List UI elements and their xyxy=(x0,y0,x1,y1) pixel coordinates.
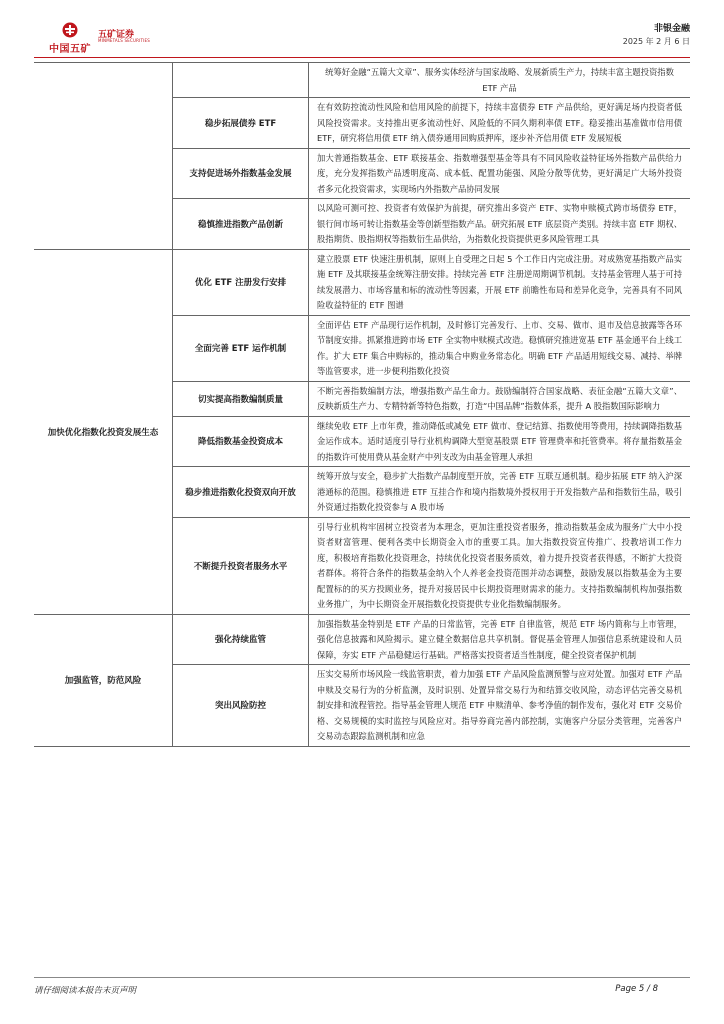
row-text: 压实交易所市场风险一线监管职责，着力加强 ETF 产品风险监测预警与应对处置。加强对 ETF 产品申赎及交易行为的分析监测，及时识别、处置异常交易行为和结算交收风险，动态评估完善交易机制安排和流程管控。指导基金管理人规范 ETF 申赎清单、参考净值的制作发布，强化对 ETF 交易价格、交易规模的实时监控与风险应对。指导券商完善内部控制，实施客户分层分类管理，完善客户交易动态跟踪监测机制和应急 xyxy=(317,669,682,741)
group-rows xyxy=(173,250,690,614)
table-group xyxy=(34,63,690,250)
row-text: 加大普通指数基金、ETF 联接基金、指数增强型基金等具有不同风险收益特征场外指数产品供给力度，充分发挥指数产品透明度高、成本低、配置功能强、风险分散等优势，更好满足广大场外投资者多元化投资需求，实现场内外指数产品协同发展 xyxy=(317,152,682,194)
company-name: 中国五矿 xyxy=(49,44,91,55)
table-row xyxy=(173,199,690,249)
table-row xyxy=(173,250,690,316)
row-text: 在有效防控流动性风险和信用风险的前提下，持续丰富债券 ETF 产品供给，更好满足场内投资者低风险投资需求。支持推出更多流动性好、风险低的不同久期利率债 ETF。稳妥推出基准做市信用债 ETF，研究将信用债 ETF 纳入债券通用回购质押库，逐步补齐信用债 ETF 发展短板 xyxy=(317,102,682,143)
row-title: 支持促进场外指数基金发展 xyxy=(173,149,309,199)
securities-name-en: MINMETALS SECURITIES xyxy=(98,38,150,43)
row-text: 全面评估 ETF 产品现行运作机制，及时修订完善发行、上市、交易、做市、退市及信息披露等各环节制度安排。抓紧推进跨市场 ETF 全实物申赎模式改造。稳慎研究推进宽基 ETF 基金通平台上线工作。扩大 ETF 集合申购标的，推动集合申购业务常态化。明确 ETF 产品适用短线交易、减持、举牌等监管要求，进一步便利指数化投资 xyxy=(317,319,682,376)
table-group xyxy=(34,615,690,746)
page-number: Page 5 / 8 xyxy=(615,984,658,994)
row-title: 稳步拓展债券 ETF xyxy=(173,98,309,148)
group-rows xyxy=(173,63,690,249)
minmetals-logo-icon xyxy=(62,22,78,38)
row-title: 全面完善 ETF 运作机制 xyxy=(173,316,309,381)
report-type: 非银金融 xyxy=(653,24,690,34)
table-row xyxy=(173,98,690,149)
table-row xyxy=(173,149,690,200)
row-text: 统筹开放与安全，稳步扩大指数产品制度型开放，完善 ETF 互联互通机制。稳步拓展 ETF 纳入沪深港通标的范围。稳慎推进 ETF 互挂合作和境内指数境外授权用于开发指数产品和指数衍生品，吸引外资通过指数化投资参与 A 股市场 xyxy=(317,471,682,512)
table-row xyxy=(173,665,690,746)
row-text: 不断完善指数编制方法，增强指数产品生命力。鼓励编制符合国家战略、表征金融“五篇大文章”、反映新质生产力、专精特新等特色指数，打造“中国品牌”指数体系，提升 A 股指数国际影响力 xyxy=(317,385,682,411)
row-title: 不断提升投资者服务水平 xyxy=(173,518,309,614)
table-row xyxy=(173,518,690,614)
row-text: 继续免收 ETF 上市年费，推动降低或减免 ETF 做市、登记结算、指数使用等费用，持续调降指数基金运作成本。适时适度引导行业机构调降大型宽基股票 ETF 管理费率和托管费率。将存量指数基金的指数许可使用费从基金财产中列支改为由基金管理人承担 xyxy=(317,420,682,462)
row-text: 建立股票 ETF 快速注册机制，原则上自受理之日起 5 个工作日内完成注册。对成熟宽基指数产品实施 ETF 及其联接基金统筹注册安排。持续完善 ETF 注册逆周期调节机制。支持基金管理人基于可持续发展潜力、市场容量和标的流动性等因素，开展 ETF 前瞻性布局和差异化竞争，完善具有不同风险收益特征的 ETF 图谱 xyxy=(317,253,682,310)
row-title xyxy=(173,63,309,97)
row-title: 强化持续监管 xyxy=(173,615,309,665)
row-text: 以风险可测可控、投资者有效保护为前提，研究推出多资产 ETF、实物申赎模式跨市场债券 ETF，银行间市场可转让指数基金等创新型指数产品。研究拓展 ETF 底层资产类别。持续丰富 ETF 期权、股指期货、股指期权等指数衍生品供给，为指数化投资提供更多风险管理工具 xyxy=(317,203,682,244)
group-category: 加快优化指数化投资发展生态 xyxy=(34,250,173,614)
securities-name: 五矿证券 xyxy=(98,30,135,40)
row-title: 优化 ETF 注册发行安排 xyxy=(173,250,309,315)
table-row xyxy=(173,382,690,417)
row-title: 降低指数基金投资成本 xyxy=(173,417,309,467)
table-group xyxy=(34,250,690,615)
group-category xyxy=(34,63,173,249)
header-divider xyxy=(34,57,690,58)
table-row xyxy=(173,615,690,666)
footer-disclaimer: 请仔细阅读本报告末页声明 xyxy=(34,986,137,996)
table-row xyxy=(173,316,690,382)
footer-divider xyxy=(34,977,690,978)
report-date: 2025 年 2 月 6 日 xyxy=(622,37,690,46)
row-text: 引导行业机构牢固树立投资者为本理念，更加注重投资者服务，推动指数基金成为服务广大中小投资者财富管理、便利各类中长期资金入市的重要工具。加大指数投资宣传推广、投教培训工作力度，积极培育指数化投资理念，持续优化投资者服务质效，着力提升投资者获得感，不断扩大投资者群体。将符合条件的指数基金纳入个人养老金投资范围并动态调整，鼓励发展以指数基金为主要配置标的的买方投顾业务，提升对接居民中长期投资理财需求的能力。支持指数编制机构加强指数业务推广，为中长期资金开展指数化投资提供专业化指数编制服务。 xyxy=(317,521,682,609)
row-text: 统筹好金融“五篇大文章”、服务实体经济与国家战略、发展新质生产力，持续丰富主题投资指数 ETF 产品 xyxy=(325,67,674,93)
group-rows xyxy=(173,615,690,746)
row-text: 加强指数基金特别是 ETF 产品的日常监管，完善 ETF 自律监管，规范 ETF 场内简称与上市管理，强化信息披露和风险揭示。建立健全数据信息共享机制。督促基金管理人加强信息系统建设和人员保障，夯实 ETF 产品稳健运行基础。严格落实投资者适当性制度，健全投资者保护机制 xyxy=(317,618,682,660)
table-row xyxy=(173,63,690,98)
table-row xyxy=(173,417,690,468)
group-category: 加强监管，防范风险 xyxy=(34,615,173,746)
row-title: 稳步推进指数化投资双向开放 xyxy=(173,467,309,517)
row-title: 切实提高指数编制质量 xyxy=(173,382,309,416)
table-row xyxy=(173,467,690,518)
row-title: 稳慎推进指数产品创新 xyxy=(173,199,309,249)
page-header xyxy=(0,0,724,62)
row-title: 突出风险防控 xyxy=(173,665,309,746)
policy-table xyxy=(34,62,690,747)
